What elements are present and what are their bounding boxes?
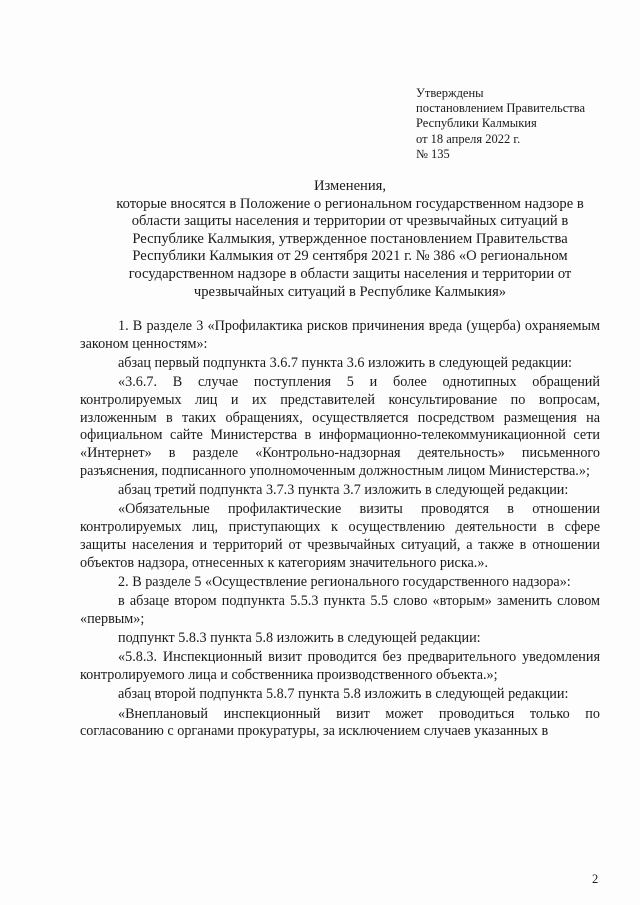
approval-stamp [416, 86, 626, 162]
paragraph: абзац первый подпункта 3.6.7 пункта 3.6 изложить в следующей редакции: [118, 355, 572, 371]
paragraph: «Внеплановый инспекционный визит может проводиться только по согласованию с органами прокуратуры, за исключением случаев указанных в [80, 705, 600, 740]
approval-line: Республики Калмыкия [416, 116, 537, 131]
paragraph: «3.6.7. В случае поступления 5 и более однотипных обращений контролируемых лиц и их представителей консультирование по вопросам, изложенным в таких обращениях, осуществляется посредством размещения на официальном сайте Министерства в информационно-телекоммуникационной сети «Интернет» в разделе «Контрольно-надзорная деятельность» письменного разъяснения, подписанного уполномоченным должностным лицом Министерства.»; [80, 374, 600, 479]
title-line: области защиты населения и территории от чрезвычайных ситуаций в [131, 213, 569, 230]
paragraph: 1. В разделе 3 «Профилактика рисков причинения вреда (ущерба) охраняемым законом ценностям»: [80, 318, 600, 352]
title-line: государственном надзоре в области защиты населения и территории от [128, 265, 572, 282]
document-title [95, 178, 605, 301]
paragraph: 2. В разделе 5 «Осуществление регионального государственного надзора»: [118, 573, 571, 590]
paragraph: абзац третий подпункта 3.7.3 пункта 3.7 изложить в следующей редакции: [118, 482, 569, 499]
approval-line: постановлением Правительства [416, 101, 586, 116]
title-line: Республике Калмыкия, утвержденное постановлением Правительства [132, 230, 568, 247]
title-line: которые вносятся в Положение о региональном государственном надзоре в [116, 195, 584, 212]
page-number: 2 [592, 872, 599, 886]
title-line: чрезвычайных ситуаций в Республике Калмыкия» [193, 283, 507, 300]
paragraph: в абзаце втором подпункта 5.5.3 пункта 5.5 слово «вторым» заменить словом «первым»; [80, 593, 600, 627]
paragraph: абзац второй подпункта 5.8.7 пункта 5.8 изложить в следующей редакции: [118, 686, 569, 703]
document-body [80, 318, 600, 743]
title-line: Изменения, [313, 178, 387, 194]
paragraph: «Обязательные профилактические визиты проводятся в отношении контролируемых лиц, приступающих к осуществлению деятельности в сфере защиты населения и территорий от чрезвычайных ситуаций, а также в отношении объектов надзора, отнесенных к категориям значительного риска.». [80, 501, 600, 571]
paragraph: «5.8.3. Инспекционный визит проводится без предварительного уведомления контролируемого лица и собственника производственного объекта.»; [80, 649, 600, 684]
approval-line: Утверждены [416, 86, 484, 100]
title-line: Республики Калмыкия от 29 сентября 2021 г. № 386 «О региональном [132, 248, 568, 265]
approval-line: № 135 [416, 146, 450, 161]
paragraph: подпункт 5.8.3 пункта 5.8 изложить в следующей редакции: [118, 630, 481, 647]
approval-line: от 18 апреля 2022 г. [416, 131, 521, 146]
